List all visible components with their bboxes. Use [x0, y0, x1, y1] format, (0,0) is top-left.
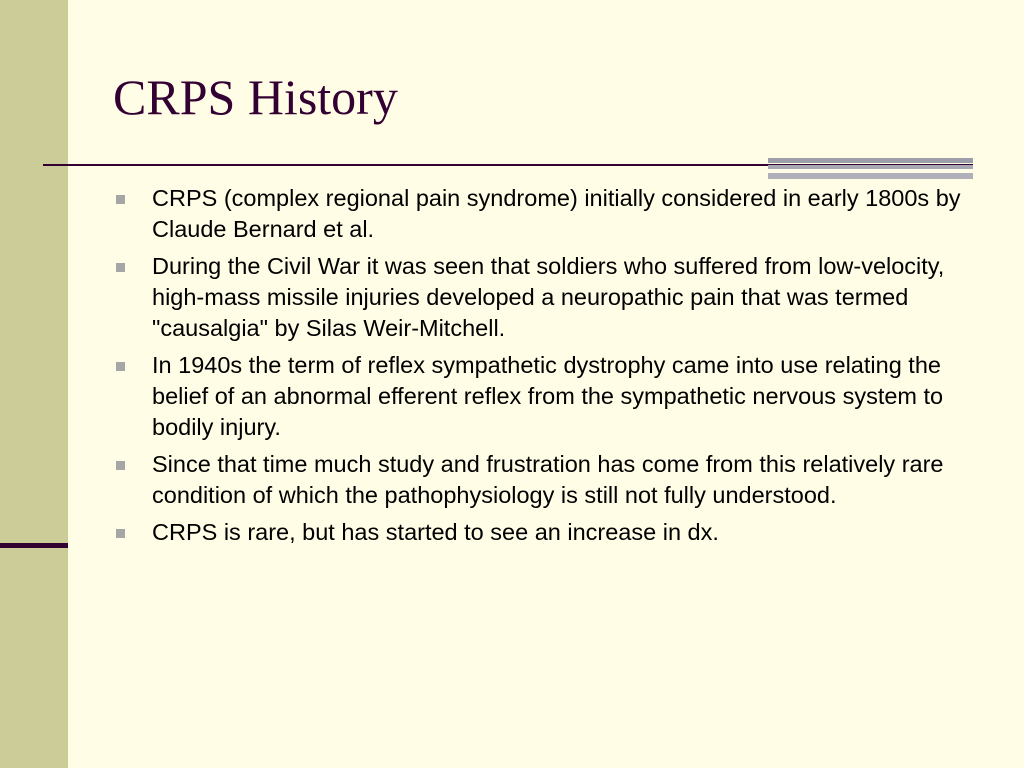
square-bullet-icon — [116, 263, 125, 272]
left-decorative-band — [0, 0, 68, 768]
square-bullet-icon — [116, 195, 125, 204]
bullet-text: CRPS is rare, but has started to see an increase in dx. — [152, 519, 719, 545]
bullet-item — [113, 251, 963, 344]
slide-title: CRPS History — [113, 69, 398, 125]
bullet-text: CRPS (complex regional pain syndrome) initially considered in early 1800s by Claude Bernard et al. — [152, 185, 961, 242]
left-accent-bar — [0, 543, 68, 548]
bullet-list — [113, 183, 963, 554]
bullet-text: During the Civil War it was seen that soldiers who suffered from low-velocity, high-mass missile injuries developed a neuropathic pain that was termed "causalgia" by Silas Weir-Mitchell. — [152, 253, 945, 341]
bullet-item — [113, 517, 963, 548]
bullet-item — [113, 350, 963, 443]
bullet-text: In 1940s the term of reflex sympathetic dystrophy came into use relating the belief of an abnormal efferent reflex from the sympathetic nervous system to bodily injury. — [152, 352, 944, 440]
square-bullet-icon — [116, 461, 125, 470]
bullet-item — [113, 183, 963, 245]
square-bullet-icon — [116, 362, 125, 371]
divider-accent-stripes — [768, 158, 973, 179]
bullet-item — [113, 449, 963, 511]
square-bullet-icon — [116, 529, 125, 538]
bullet-text: Since that time much study and frustration has come from this relatively rare condition of which the pathophysiology is still not fully understood. — [152, 451, 944, 508]
